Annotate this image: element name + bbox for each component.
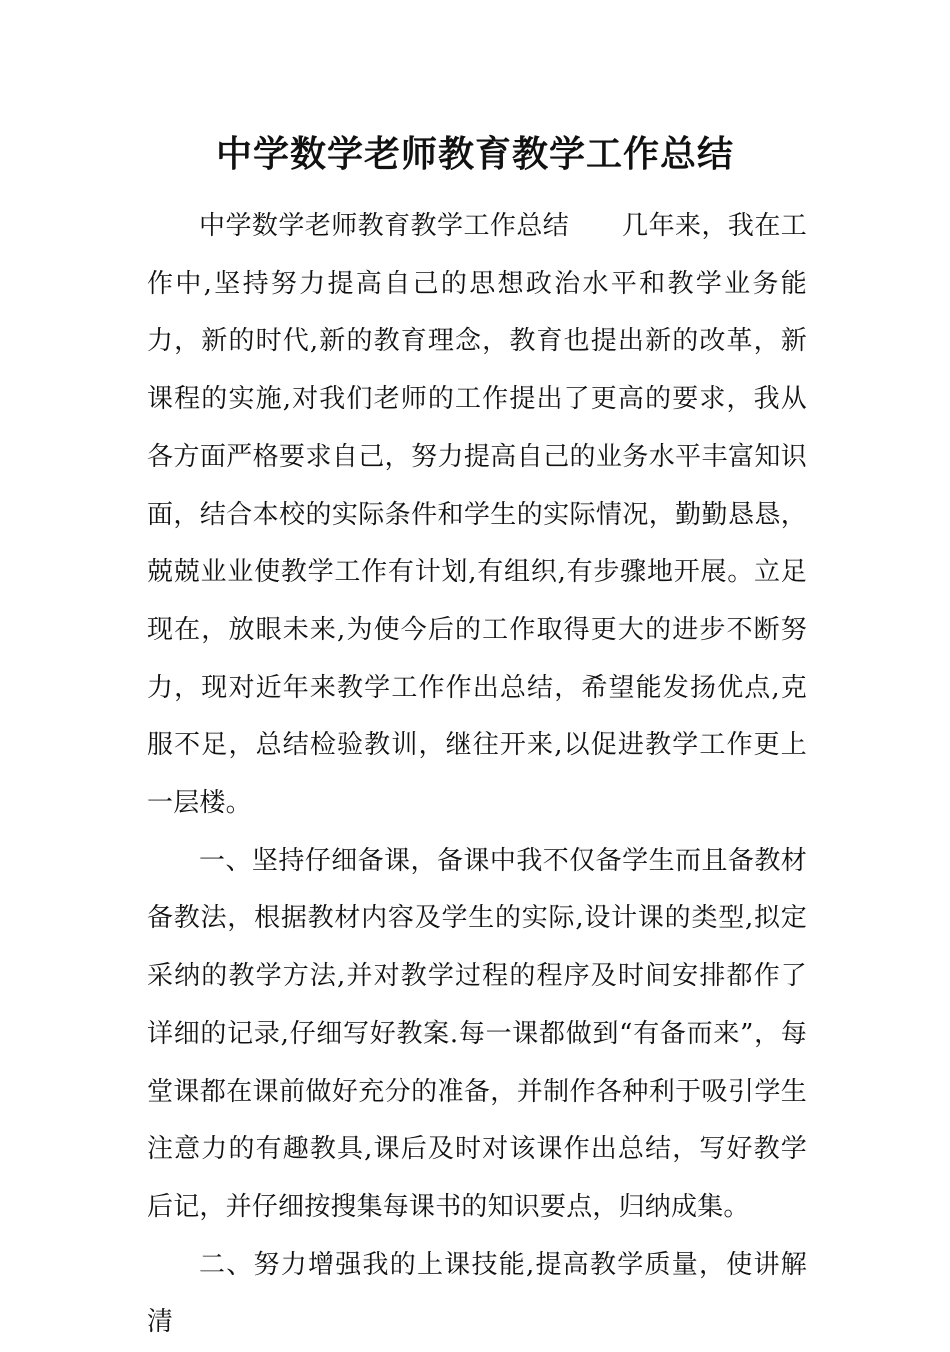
document-title: 中学数学老师教育教学工作总结 xyxy=(215,133,734,175)
paragraph-intro: 中学数学老师教育教学工作总结 几年来，我在工作中,坚持努力提高自己的思想政治水平和教学业务能力，新的时代,新的教育理念，教育也提出新的改革，新课程的实施,对我们老师的工作提出了更高的要求，我从各方面严格要求自己，努力提高自己的业务水平丰富知识面，结合本校的实际条件和学生的实际情况，勤勤恳恳，兢兢业业使教学工作有计划,有组织,有步骤地开展。立足现在，放眼未来,为使今后的工作取得更大的进步不断努力，现对近年来教学工作作出总结，希望能发扬优点,克服不足，总结检验教训，继往开来,以促进教学工作更上一层楼。 xyxy=(147,211,807,819)
paragraph-section-2: 二、努力增强我的上课技能,提高教学质量，使讲解清 xyxy=(147,1249,807,1338)
paragraph-section-1: 一、坚持仔细备课，备课中我不仅备学生而且备教材备教法，根据教材内容及学生的实际,设计课的类型,拟定采纳的教学方法,并对教学过程的程序及时间安排都作了详细的记录,仔细写好教案.每一课都做到“有备而来”，每堂课都在课前做好充分的准备，并制作各种利于吸引学生注意力的有趣教具,课后及时对该课作出总结，写好教学后记，并仔细按搜集每课书的知识要点，归纳成集。 xyxy=(147,845,807,1222)
document-body xyxy=(147,198,807,1352)
